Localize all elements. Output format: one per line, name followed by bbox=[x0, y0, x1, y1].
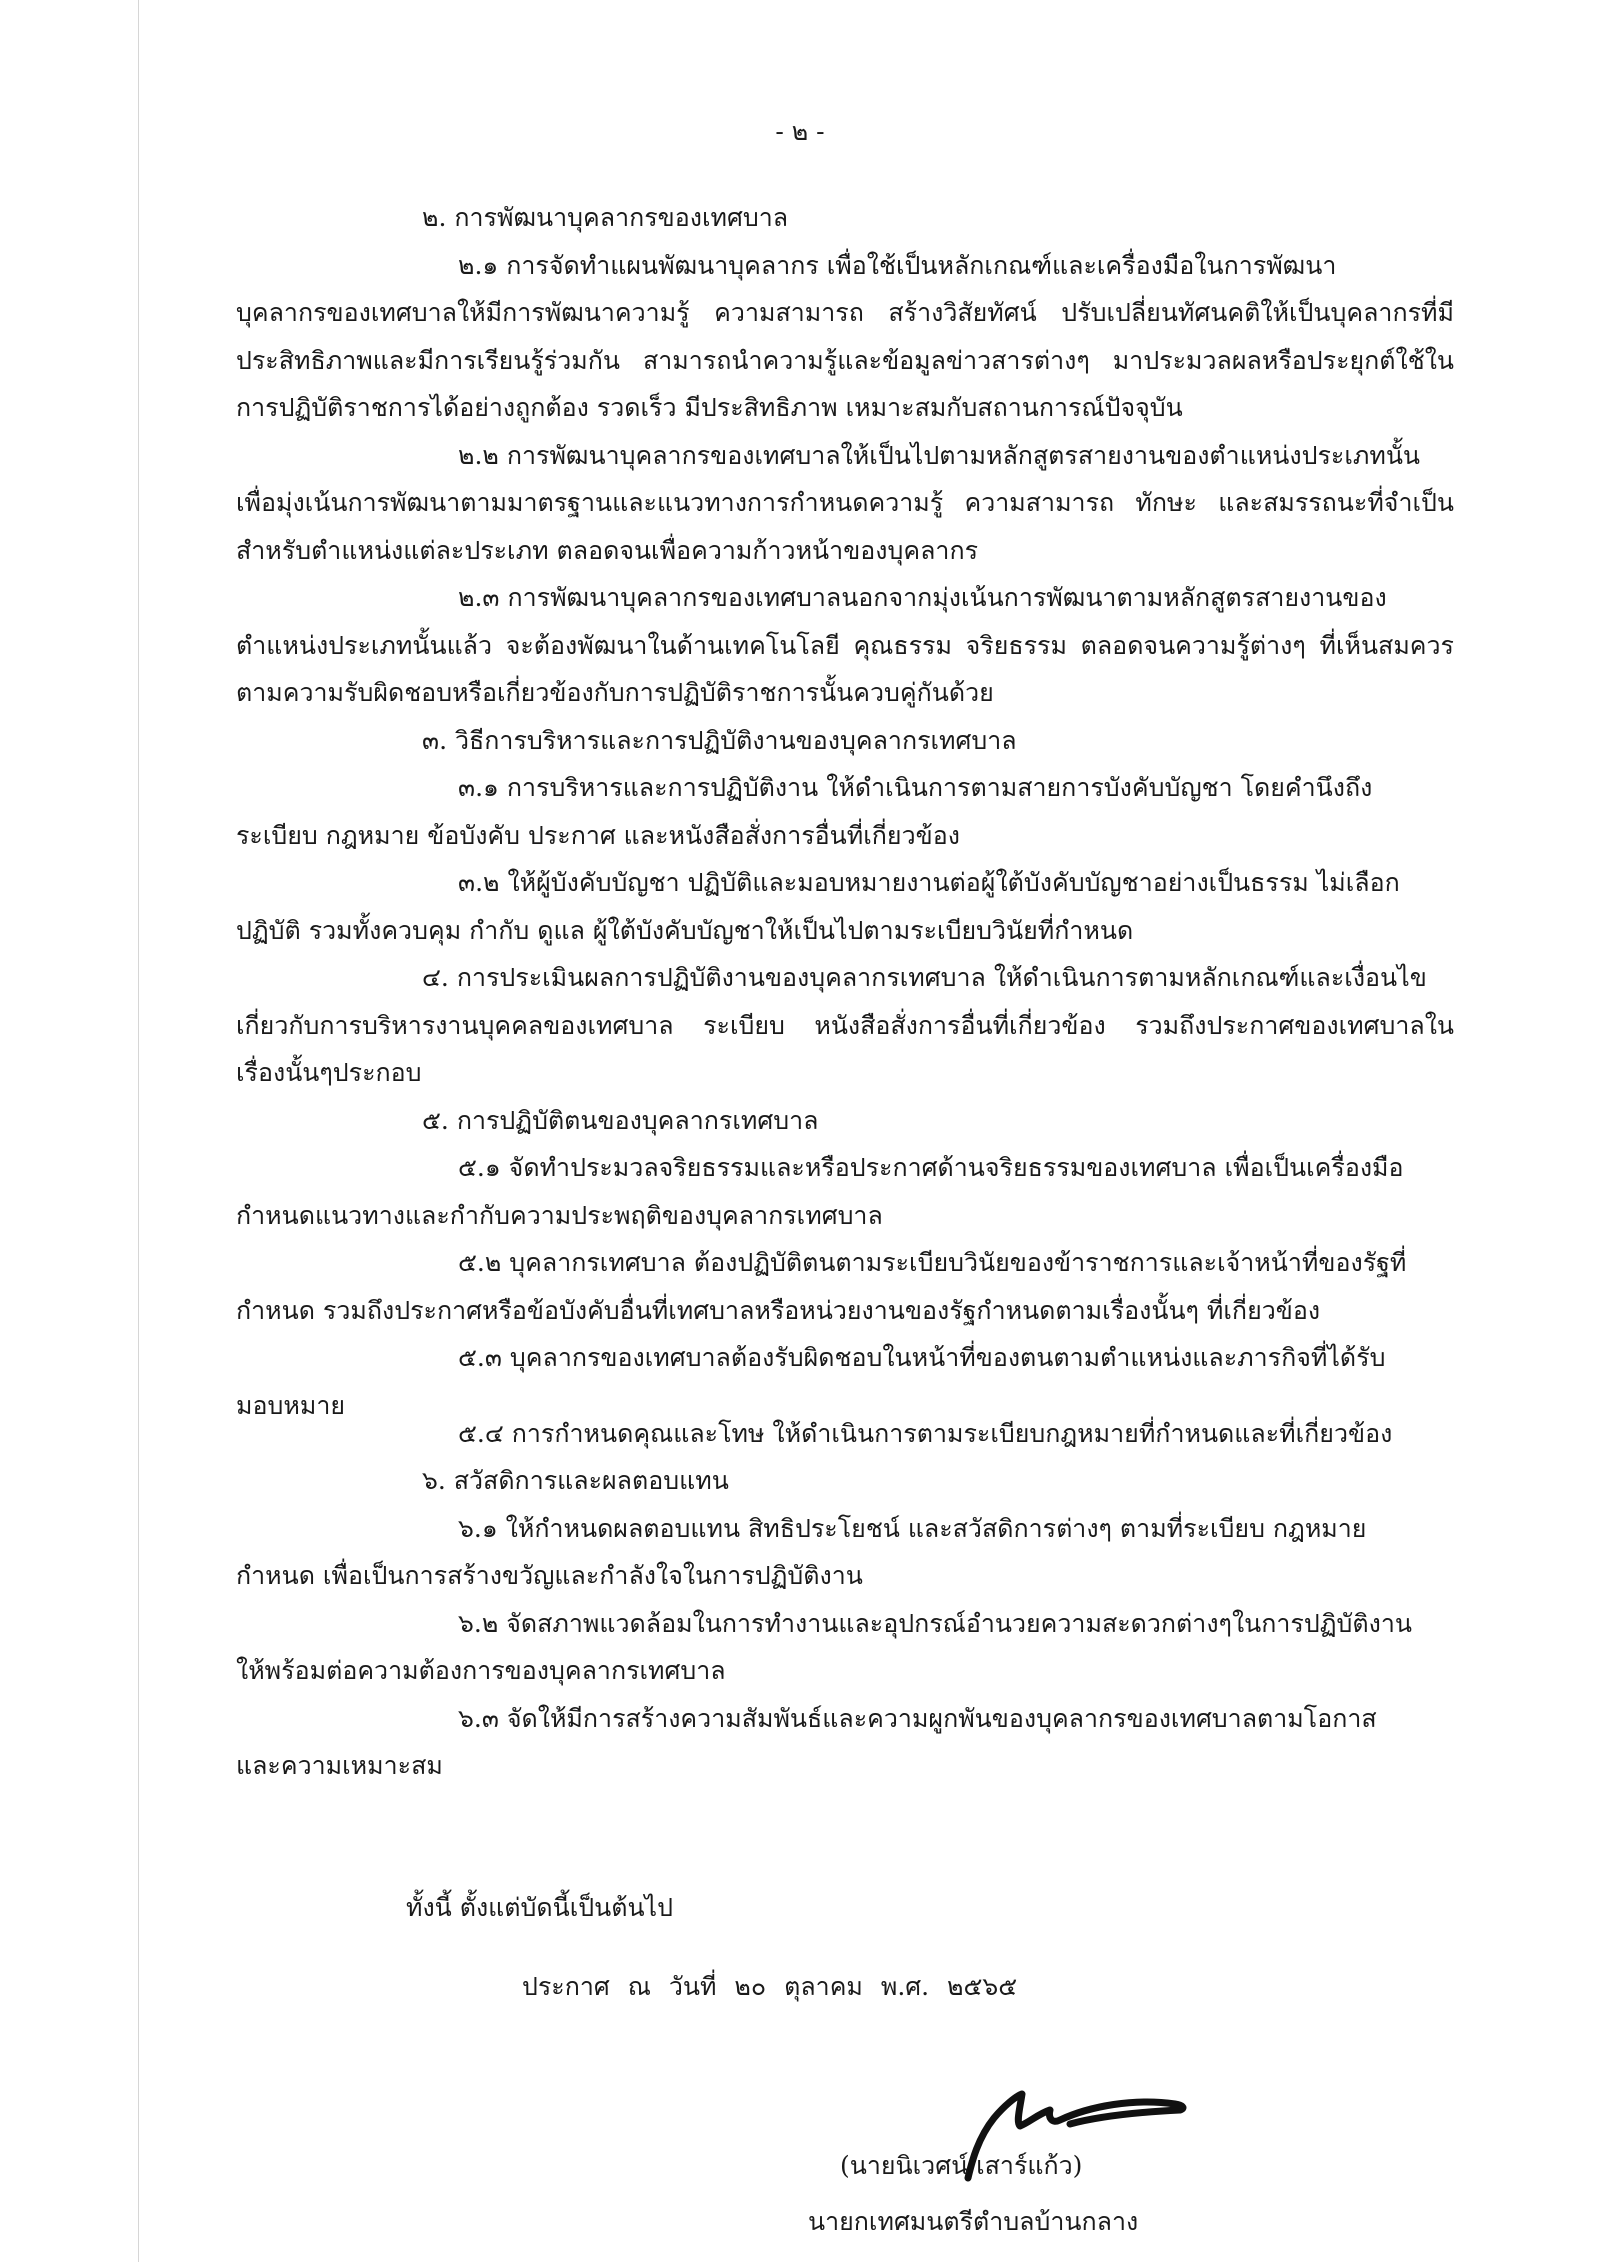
text-line: กำหนด รวมถึงประกาศหรือข้อบังคับอื่นที่เทศบาลหรือหน่วยงานของรัฐกำหนดตามเรื่องนั้นๆ ที่เกี่ยวข้อง bbox=[236, 1295, 1321, 1325]
text-line: ๕.๑ จัดทำประมวลจริยธรรมและหรือประกาศด้านจริยธรรมของเทศบาล เพื่อเป็นเครื่องมือ bbox=[458, 1153, 1404, 1182]
text-line: ๖. สวัสดิการและผลตอบแทน bbox=[422, 1466, 729, 1495]
text-line: ๖.๑ ให้กำหนดผลตอบแทน สิทธิประโยชน์ และสวัสดิการต่างๆ ตามที่ระเบียบ กฎหมาย bbox=[458, 1513, 1367, 1543]
signer-name: (นายนิเวศน์ เสาร์แก้ว) bbox=[840, 2151, 1083, 2180]
text-line: กำหนดแนวทางและกำกับความประพฤติของบุคลากรเทศบาล bbox=[236, 1200, 883, 1230]
text-line: ๒. การพัฒนาบุคลากรของเทศบาล bbox=[422, 203, 789, 232]
text-line: ๓. วิธีการบริหารและการปฏิบัติงานของบุคลากรเทศบาล bbox=[422, 725, 1017, 755]
page-number: - ๒ - bbox=[775, 117, 825, 146]
text-line: ๒.๓ การพัฒนาบุคลากรของเทศบาลนอกจากมุ่งเน้นการพัฒนาตามหลักสูตรสายงานของ bbox=[458, 583, 1387, 612]
text-line: ๕.๒ บุคลากรเทศบาล ต้องปฏิบัติตนตามระเบียบวินัยของข้าราชการและเจ้าหน้าที่ของรัฐที่ bbox=[458, 1248, 1407, 1277]
text-line: บุคลากรของเทศบาลให้มีการพัฒนาความรู้ ความสามารถ สร้างวิสัยทัศน์ ปรับเปลี่ยนทัศนคติให้เป็นบุคลากรที่มี bbox=[236, 298, 1454, 327]
signer-position: นายกเทศมนตรีตำบลบ้านกลาง bbox=[808, 2207, 1139, 2236]
text-line: ๖.๒ จัดสภาพแวดล้อมในการทำงานและอุปกรณ์อำนวยความสะดวกต่างๆในการปฏิบัติงาน bbox=[458, 1608, 1412, 1638]
text-line: การปฏิบัติราชการได้อย่างถูกต้อง รวดเร็ว มีประสิทธิภาพ เหมาะสมกับสถานการณ์ปัจจุบัน bbox=[236, 393, 1183, 422]
text-line: ๕. การปฏิบัติตนของบุคลากรเทศบาล bbox=[422, 1105, 819, 1135]
closing-line: ทั้งนี้ ตั้งแต่บัดนี้เป็นต้นไป bbox=[406, 1893, 673, 1922]
text-line: และความเหมาะสม bbox=[236, 1751, 443, 1780]
document-body bbox=[236, 194, 1454, 1790]
text-line: ตามความรับผิดชอบหรือเกี่ยวข้องกับการปฏิบัติราชการนั้นควบคู่กันด้วย bbox=[236, 678, 994, 707]
text-line: ๔. การประเมินผลการปฏิบัติงานของบุคลากรเทศบาล ให้ดำเนินการตามหลักเกณฑ์และเงื่อนไข bbox=[422, 963, 1427, 992]
text-line: กำหนด เพื่อเป็นการสร้างขวัญและกำลังใจในการปฏิบัติงาน bbox=[236, 1561, 863, 1590]
text-line: ๓.๒ ให้ผู้บังคับบัญชา ปฏิบัติและมอบหมายงานต่อผู้ใต้บังคับบัญชาอย่างเป็นธรรม ไม่เลือก bbox=[458, 868, 1400, 897]
text-line: ๒.๑ การจัดทำแผนพัฒนาบุคลากร เพื่อใช้เป็นหลักเกณฑ์และเครื่องมือในการพัฒนา bbox=[458, 250, 1337, 280]
text-line: ๕.๓ บุคลากรของเทศบาลต้องรับผิดชอบในหน้าที่ของตนตามตำแหน่งและภารกิจที่ได้รับ bbox=[458, 1343, 1386, 1372]
scan-edge-line bbox=[138, 0, 139, 2262]
text-line: ๓.๑ การบริหารและการปฏิบัติงาน ให้ดำเนินการตามสายการบังคับบัญชา โดยคำนึงถึง bbox=[458, 773, 1373, 802]
text-line: เพื่อมุ่งเน้นการพัฒนาตามมาตรฐานและแนวทางการกำหนดความรู้ ความสามารถ ทักษะ และสมรรถนะที่จำเป็น bbox=[236, 488, 1454, 517]
text-line: เรื่องนั้นๆประกอบ bbox=[236, 1058, 422, 1087]
text-line: ระเบียบ กฎหมาย ข้อบังคับ ประกาศ และหนังสือสั่งการอื่นที่เกี่ยวข้อง bbox=[236, 820, 960, 850]
text-line: ปฏิบัติ รวมทั้งควบคุม กำกับ ดูแล ผู้ใต้บังคับบัญชาให้เป็นไปตามระเบียบวินัยที่กำหนด bbox=[236, 915, 1134, 945]
text-line: ๕.๔ การกำหนดคุณและโทษ ให้ดำเนินการตามระเบียบกฎหมายที่กำหนดและที่เกี่ยวข้อง bbox=[458, 1418, 1393, 1448]
text-line: ๒.๒ การพัฒนาบุคลากรของเทศบาลให้เป็นไปตามหลักสูตรสายงานของตำแหน่งประเภทนั้น bbox=[458, 440, 1420, 470]
text-line: มอบหมาย bbox=[236, 1390, 346, 1420]
text-line: ตำแหน่งประเภทนั้นแล้ว จะต้องพัฒนาในด้านเทคโนโลยี คุณธรรม จริยธรรม ตลอดจนความรู้ต่างๆ ที่เห็นสมควร bbox=[236, 630, 1454, 660]
text-line: ประสิทธิภาพและมีการเรียนรู้ร่วมกัน สามารถนำความรู้และข้อมูลข่าวสารต่างๆ มาประมวลผลหรือประยุกต์ใช้ใน bbox=[236, 345, 1454, 375]
text-line: ให้พร้อมต่อความต้องการของบุคลากรเทศบาล bbox=[236, 1656, 726, 1685]
announcement-date: ประกาศ ณ วันที่ ๒๐ ตุลาคม พ.ศ. ๒๕๖๕ bbox=[522, 1972, 1018, 2001]
text-line: สำหรับตำแหน่งแต่ละประเภท ตลอดจนเพื่อความก้าวหน้าของบุคลากร bbox=[236, 535, 979, 565]
text-line: เกี่ยวกับการบริหารงานบุคคลของเทศบาล ระเบียบ หนังสือสั่งการอื่นที่เกี่ยวข้อง รวมถึงประกาศของเทศบาลใน bbox=[236, 1010, 1454, 1040]
text-line: ๖.๓ จัดให้มีการสร้างความสัมพันธ์และความผูกพันของบุคลากรของเทศบาลตามโอกาส bbox=[458, 1703, 1377, 1733]
